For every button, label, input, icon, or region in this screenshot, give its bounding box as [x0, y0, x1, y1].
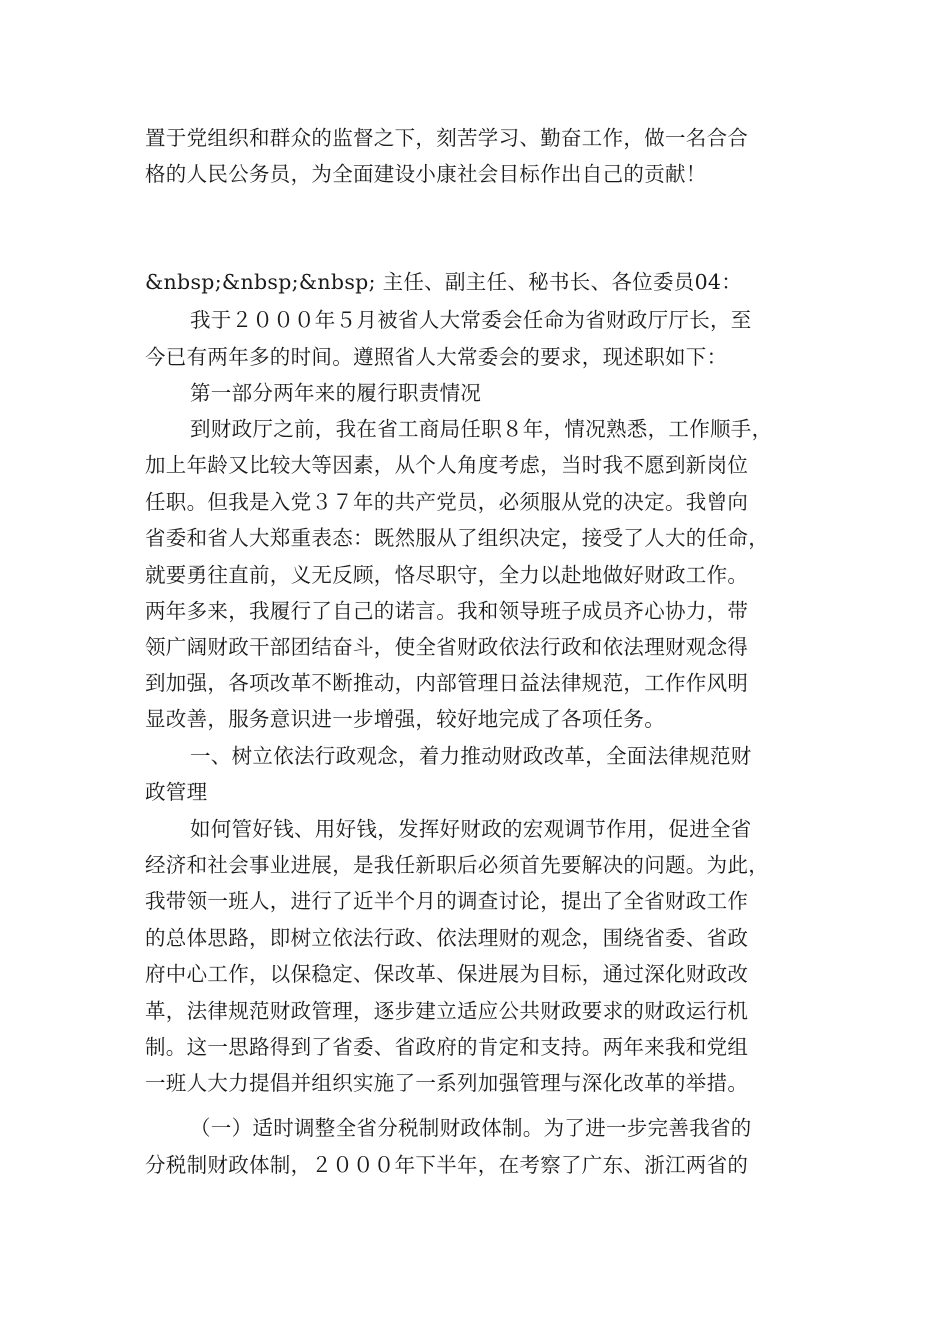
text-line: 革，法律规范财政管理，逐步建立适应公共财政要求的财政运行机: [145, 999, 749, 1023]
text-line: 的总体思路，即树立依法行政、依法理财的观念，围绕省委、省政: [145, 926, 749, 950]
section-heading: 一、树立依法行政观念，着力推动财政改革，全面法律规范财: [190, 744, 752, 768]
text-line: 我于２０００年５月被省人大常委会任命为省财政厅厅长，至: [190, 308, 752, 332]
text-line: 经济和社会事业进展，是我任新职后必须首先要解决的问题。为此，: [145, 853, 769, 877]
text-line: 省委和省人大郑重表态：既然服从了组织决定，接受了人大的任命，: [145, 526, 769, 550]
text-line: 我带领一班人，进行了近半个月的调查讨论，提出了全省财政工作: [145, 889, 749, 913]
text-line: 领广阔财政干部团结奋斗，使全省财政依法行政和依法理财观念得: [145, 635, 749, 659]
text-line: 府中心工作，以保稳定、保改革、保进展为目标，通过深化财政改: [145, 962, 749, 986]
section-heading: 政管理: [145, 780, 208, 804]
text-line: 就要勇往直前，义无反顾，恪尽职守，全力以赴地做好财政工作。: [145, 563, 749, 587]
text-line: &nbsp;&nbsp;&nbsp; 主任、副主任、秘书长、各位委员04：: [145, 270, 743, 294]
text-line: 加上年龄又比较大等因素，从个人角度考虑，当时我不愿到新岗位: [145, 453, 749, 477]
text-line: 两年多来，我履行了自己的诺言。我和领导班子成员齐心协力，带: [145, 599, 749, 623]
text-line: 如何管好钱、用好钱，发挥好财政的宏观调节作用，促进全省: [190, 817, 752, 841]
text-line: 到财政厅之前，我在省工商局任职８年，情况熟悉，工作顺手，: [190, 417, 773, 441]
text-line: （一）适时调整全省分税制财政体制。为了进一步完善我省的: [190, 1116, 752, 1140]
section-heading: 第一部分两年来的履行职责情况: [190, 381, 482, 405]
text-line: 任职。但我是入党３７年的共产党员，必须服从党的决定。我曾向: [145, 490, 749, 514]
text-line: 一班人大力提倡并组织实施了一系列加强管理与深化改革的举措。: [145, 1071, 749, 1095]
text-line: 置于党组织和群众的监督之下，刻苦学习、勤奋工作，做一名合合: [145, 126, 749, 150]
text-line: 分税制财政体制，２０００年下半年，在考察了广东、浙江两省的: [145, 1153, 749, 1177]
text-line: 今已有两年多的时间。遵照省人大常委会的要求，现述职如下：: [145, 345, 728, 369]
text-line: 格的人民公务员，为全面建设小康社会目标作出自己的贡献！: [145, 162, 707, 186]
text-line: 显改善，服务意识进一步增强，较好地完成了各项任务。: [145, 707, 665, 731]
text-line: 到加强，各项改革不断推动，内部管理日益法律规范，工作作风明: [145, 671, 749, 695]
text-line: 制。这一思路得到了省委、省政府的肯定和支持。两年来我和党组: [145, 1035, 749, 1059]
